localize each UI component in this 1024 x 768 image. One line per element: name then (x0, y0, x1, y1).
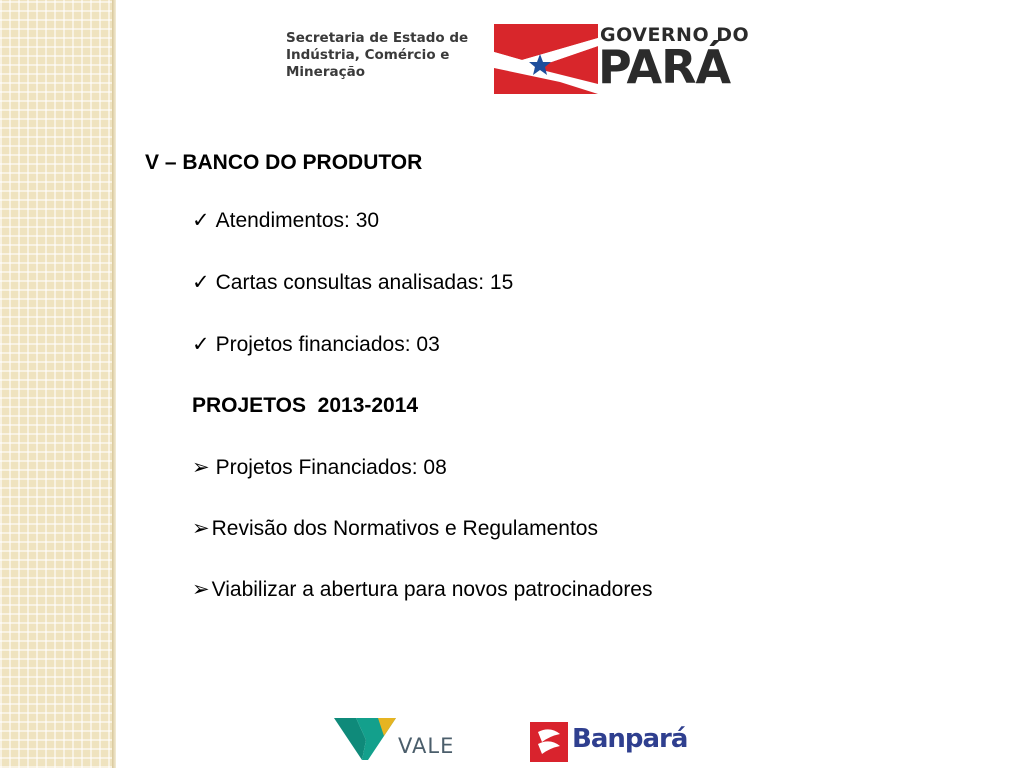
checkmark-icon: ✓ (192, 271, 210, 294)
secretaria-text (286, 30, 468, 81)
header-logo (282, 18, 768, 98)
list-item (192, 577, 653, 602)
list-item (192, 270, 513, 295)
banpara-wordmark: Banpará (572, 724, 688, 754)
secretaria-line: Secretaria de Estado de (286, 30, 469, 46)
section-heading: V – BANCO DO PRODUTOR (145, 151, 423, 174)
secretaria-line: Mineração (286, 64, 365, 80)
banpara-icon (530, 722, 568, 762)
arrow-bullet-icon: ➢ (192, 578, 210, 601)
checkmark-icon: ✓ (192, 209, 210, 232)
banpara-logo (530, 718, 690, 766)
governo-title: GOVERNO DO (600, 24, 750, 46)
para-title: PARÁ (598, 40, 731, 94)
decorative-left-strip (0, 0, 112, 768)
list-item-text: Projetos financiados: 03 (215, 333, 440, 356)
vale-wordmark: VALE (398, 734, 455, 758)
arrow-bullet-icon: ➢ (192, 517, 210, 540)
list-item-text: Cartas consultas analisadas: 15 (215, 271, 514, 294)
list-item-text: Atendimentos: 30 (215, 209, 380, 232)
strip-edge (112, 0, 116, 768)
vale-logo (334, 712, 464, 764)
list-item (192, 516, 598, 541)
para-flag-icon (494, 24, 598, 94)
list-item (192, 455, 447, 480)
list-item-text: Projetos Financiados: 08 (215, 456, 447, 479)
projects-subheading: PROJETOS 2013-2014 (192, 394, 419, 417)
list-item (192, 332, 440, 357)
list-item-text: Viabilizar a abertura para novos patrocinadores (211, 578, 653, 601)
arrow-bullet-icon: ➢ (192, 456, 210, 479)
list-item-text: Revisão dos Normativos e Regulamentos (211, 517, 598, 540)
list-item (192, 208, 379, 233)
checkmark-icon: ✓ (192, 333, 210, 356)
secretaria-line: Indústria, Comércio e (286, 47, 450, 63)
vale-v-icon (334, 714, 396, 764)
